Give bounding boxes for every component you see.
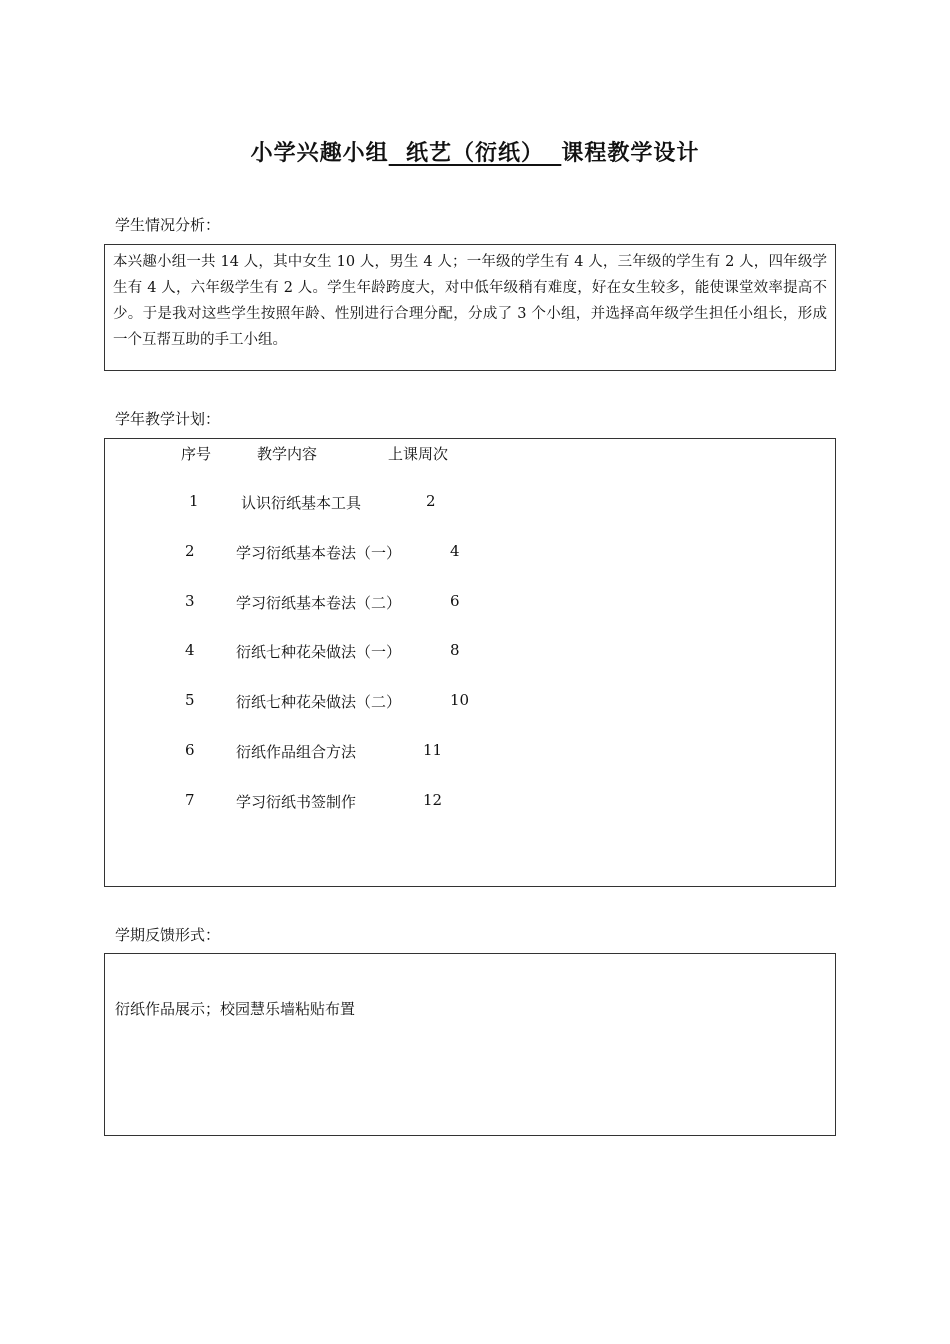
row-content: 衍纸七种花朵做法（二）: [236, 693, 402, 711]
feedback-label: 学期反馈形式：: [115, 926, 221, 944]
feedback-box: [104, 953, 836, 1136]
analysis-box: [104, 244, 836, 371]
row-no: 5: [185, 691, 195, 709]
analysis-text: 本兴趣小组一共 14 人，其中女生 10 人，男生 4 人；一年级的学生有 4 人，三年级的学生有 2 人，四年级学生有 4 人，六年级学生有 2 人。学生年龄跨度大，对中低年级稍有难度，好在女生较多，能使课堂效率提高不少。于是我对这些学生按照年龄、性别进行合理分配，分成了 3 个小组，并选择高年级学生担任小组长，形成一个互帮互助的手工小组。: [113, 254, 827, 348]
feedback-text: 衍纸作品展示；校园慧乐墙粘贴布置: [115, 1000, 356, 1018]
plan-label: 学年教学计划：: [115, 410, 221, 428]
row-content: 学习衍纸基本卷法（二）: [236, 594, 402, 612]
row-week: 8: [450, 641, 460, 659]
row-no: 7: [185, 791, 195, 809]
row-no: 4: [185, 641, 195, 659]
row-content: 学习衍纸基本卷法（一）: [236, 544, 402, 562]
header-week: 上课周次: [388, 445, 449, 463]
row-content: 衍纸七种花朵做法（一）: [236, 643, 402, 661]
analysis-label: 学生情况分析：: [115, 216, 221, 234]
title-subject: 纸艺（衍纸）: [405, 141, 544, 166]
row-week: 11: [423, 741, 443, 759]
row-week: 10: [450, 691, 470, 709]
row-week: 2: [426, 492, 436, 510]
title-suffix: 课程教学设计: [561, 141, 700, 166]
row-week: 6: [450, 592, 460, 610]
header-content: 教学内容: [257, 445, 318, 463]
row-content: 学习衍纸书签制作: [236, 793, 357, 811]
page-title: [0, 136, 950, 167]
row-no: 2: [185, 542, 195, 560]
title-prefix: 小学兴趣小组: [250, 141, 389, 166]
row-no: 3: [185, 592, 195, 610]
row-week: 4: [450, 542, 460, 560]
row-no: 6: [185, 741, 195, 759]
row-week: 12: [423, 791, 443, 809]
row-content: 衍纸作品组合方法: [236, 743, 357, 761]
plan-box: [104, 438, 836, 887]
header-no: 序号: [181, 445, 212, 463]
row-no: 1: [189, 492, 199, 510]
row-content: 认识衍纸基本工具: [241, 494, 362, 512]
